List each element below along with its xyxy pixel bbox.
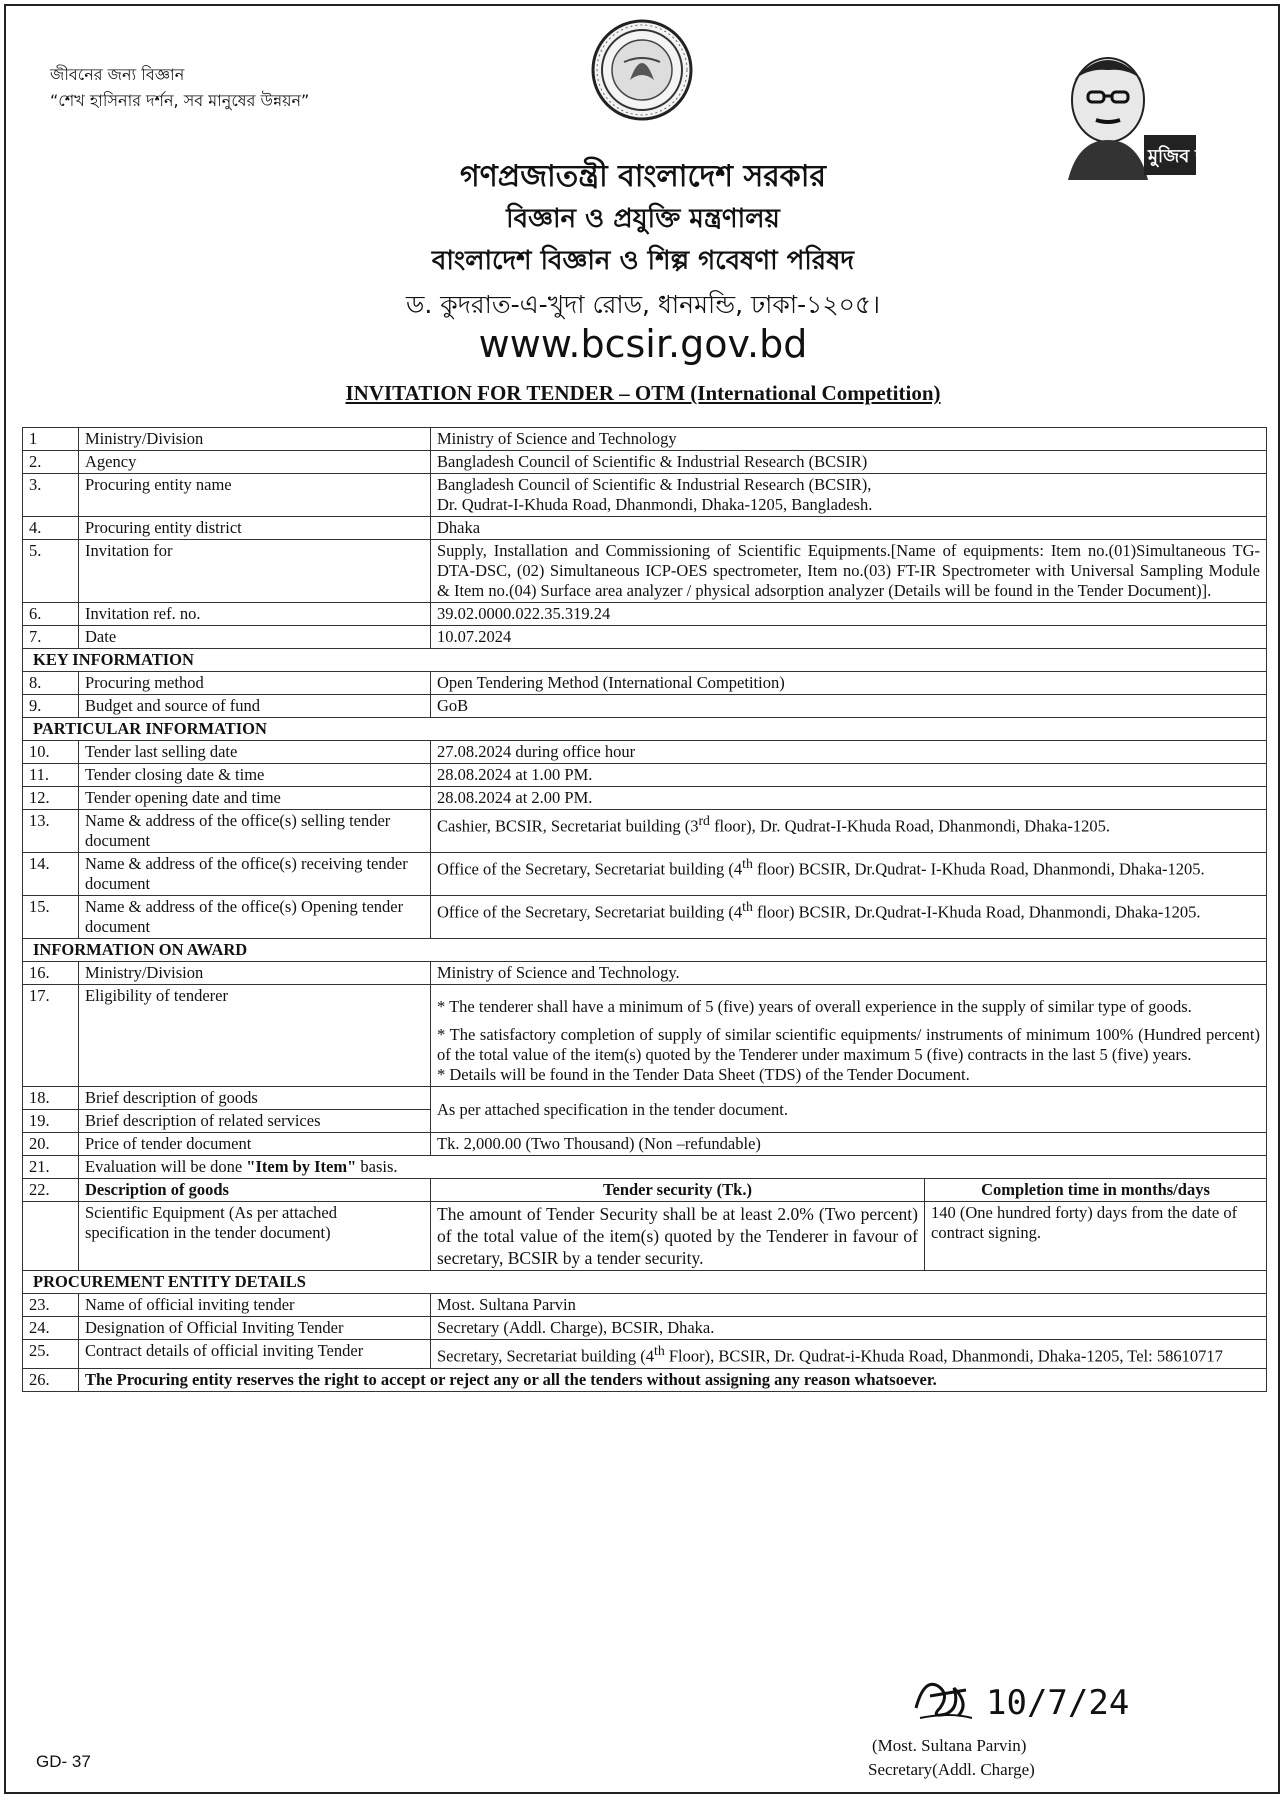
government-seal-icon [590, 18, 694, 122]
row-value: GoB [431, 695, 1267, 718]
row-label: Agency [79, 451, 431, 474]
section-title: PARTICULAR INFORMATION [23, 718, 1267, 741]
row-number: 24. [23, 1317, 79, 1340]
table-row [23, 810, 1267, 853]
slogan [50, 62, 309, 114]
row-number: 4. [23, 517, 79, 540]
row-number: 11. [23, 764, 79, 787]
row-number: 20. [23, 1133, 79, 1156]
ordinal-suffix: th [742, 899, 753, 914]
row-number: 5. [23, 540, 79, 603]
table-row [23, 695, 1267, 718]
ordinal-suffix: th [654, 1343, 665, 1358]
row-value: Bangladesh Council of Scientific & Industrial Research (BCSIR) [431, 451, 1267, 474]
ordinal-suffix: th [742, 856, 753, 871]
mujib-logo-text: মুজিব শতবর্ষ [1148, 146, 1240, 167]
signatory-designation: Secretary(Addl. Charge) [868, 1760, 1035, 1779]
row-value: Supply, Installation and Commissioning of Scientific Equipments.[Name of equipments: Item no.(01)Simultaneous TG-DTA-DSC, (02) Simultaneous ICP-OES spectrometer, Item no.(03) FT-IR Spectrometer with Universal Sampling Module & Item no.(04) Surface area analyzer / physical adsorption analyzer (Details will be found in the Tender Document)]. [431, 540, 1267, 603]
row-value: 39.02.0000.022.35.319.24 [431, 603, 1267, 626]
row-number: 9. [23, 695, 79, 718]
eligibility-point: * The satisfactory completion of supply of similar scientific equipments/ instruments of minimum 100% (Hundred percent) of the total value of the item(s) quoted by the Tenderer under maximum 5 (five) contracts in the last 5 (five) years. [437, 1025, 1261, 1064]
row-number: 26. [23, 1368, 79, 1391]
row-value [79, 1156, 1267, 1179]
row-label: Price of tender document [79, 1133, 431, 1156]
table-row [23, 540, 1267, 603]
row-value: Secretary (Addl. Charge), BCSIR, Dhaka. [431, 1317, 1267, 1340]
row-label: Tender opening date and time [79, 787, 431, 810]
table-row [23, 517, 1267, 540]
table-row [23, 1202, 1267, 1271]
subtable-header-security: Tender security (Tk.) [431, 1179, 925, 1202]
table-row [23, 962, 1267, 985]
signature-date: 10/7/24 [986, 1683, 1130, 1723]
row-label: Contract details of official inviting Tender [79, 1340, 431, 1369]
reservation-notice: The Procuring entity reserves the right to accept or reject any or all the tenders without assigning any reason whatsoever. [79, 1368, 1267, 1391]
ordinal-suffix: rd [698, 813, 710, 828]
row-label: Eligibility of tenderer [79, 985, 431, 1087]
row-value-line-2: Dr. Qudrat-I-Khuda Road, Dhanmondi, Dhaka-1205, Bangladesh. [437, 495, 873, 514]
row-value: Dhaka [431, 517, 1267, 540]
row-number: 13. [23, 810, 79, 853]
row-number: 1 [23, 428, 79, 451]
row-value: 28.08.2024 at 1.00 PM. [431, 764, 1267, 787]
table-row [23, 672, 1267, 695]
row-value: Tk. 2,000.00 (Two Thousand) (Non –refundable) [431, 1133, 1267, 1156]
table-row [23, 1133, 1267, 1156]
row-label: Procuring entity name [79, 474, 431, 517]
eligibility-point: * Details will be found in the Tender Data Sheet (TDS) of the Tender Document. [437, 1065, 970, 1084]
section-title: PROCUREMENT ENTITY DETAILS [23, 1271, 1267, 1294]
table-row [23, 787, 1267, 810]
value-part: Office of the Secretary, Secretariat building (4 [437, 859, 743, 879]
table-row [23, 603, 1267, 626]
row-label: Name & address of the office(s) Opening tender document [79, 896, 431, 939]
council-title: বাংলাদেশ বিজ্ঞান ও শিল্প গবেষণা পরিষদ [431, 246, 855, 276]
row-label: Name of official inviting tender [79, 1294, 431, 1317]
row-label: Invitation ref. no. [79, 603, 431, 626]
row-number: 3. [23, 474, 79, 517]
row-value: 10.07.2024 [431, 626, 1267, 649]
value-part: Secretary, Secretariat building (4 [437, 1346, 655, 1366]
table-row [23, 474, 1267, 517]
row-number: 14. [23, 853, 79, 896]
office-address: ড. কুদরাত-এ-খুদা রোড, ধানমন্ডি, ঢাকা-১২০৫। [405, 290, 881, 319]
value-part-bold: "Item by Item" [246, 1157, 357, 1176]
value-part: Office of the Secretary, Secretariat building (4 [437, 902, 743, 922]
row-number: 10. [23, 741, 79, 764]
row-label: Budget and source of fund [79, 695, 431, 718]
row-label: Name & address of the office(s) selling tender document [79, 810, 431, 853]
section-header [23, 649, 1267, 672]
table-row [23, 1087, 1267, 1110]
row-number: 2. [23, 451, 79, 474]
row-label: Tender last selling date [79, 741, 431, 764]
row-number: 17. [23, 985, 79, 1087]
row-number: 19. [23, 1110, 79, 1133]
signature-icon [910, 1668, 1130, 1728]
document-title: INVITATION FOR TENDER – OTM (International Competition) [345, 381, 941, 405]
row-label: Ministry/Division [79, 428, 431, 451]
row-value: As per attached specification in the tender document. [431, 1087, 1267, 1133]
row-number: 18. [23, 1087, 79, 1110]
website-url: www.bcsir.gov.bd [478, 322, 808, 366]
table-row [23, 1179, 1267, 1202]
section-header [23, 1271, 1267, 1294]
completion-time-text: 140 (One hundred forty) days from the date of contract signing. [925, 1202, 1267, 1271]
row-label: Invitation for [79, 540, 431, 603]
row-label: Ministry/Division [79, 962, 431, 985]
row-value: Open Tendering Method (International Competition) [431, 672, 1267, 695]
table-row [23, 1317, 1267, 1340]
table-row [23, 741, 1267, 764]
section-title: INFORMATION ON AWARD [23, 939, 1267, 962]
row-number: 8. [23, 672, 79, 695]
row-value [431, 896, 1267, 939]
row-value-line-1: Bangladesh Council of Scientific & Industrial Research (BCSIR), [437, 475, 872, 494]
row-value [431, 853, 1267, 896]
signatory-name: (Most. Sultana Parvin) [872, 1736, 1027, 1755]
value-part: Evaluation will be done [85, 1157, 247, 1176]
row-label: Brief description of related services [79, 1110, 431, 1133]
row-label: Date [79, 626, 431, 649]
section-header [23, 939, 1267, 962]
row-value: Most. Sultana Parvin [431, 1294, 1267, 1317]
section-title: KEY INFORMATION [23, 649, 1267, 672]
row-number: 23. [23, 1294, 79, 1317]
row-label: Procuring method [79, 672, 431, 695]
table-row [23, 764, 1267, 787]
row-value [431, 985, 1267, 1087]
row-number: 21. [23, 1156, 79, 1179]
row-label: Procuring entity district [79, 517, 431, 540]
value-part: floor) BCSIR, Dr.Qudrat- I-Khuda Road, Dhanmondi, Dhaka-1205. [752, 859, 1205, 879]
subtable-header-goods: Description of goods [79, 1179, 431, 1202]
government-title: গণপ্রজাতন্ত্রী বাংলাদেশ সরকার [460, 159, 826, 194]
row-value: 28.08.2024 at 2.00 PM. [431, 787, 1267, 810]
value-part: basis. [356, 1157, 398, 1176]
goods-description: Scientific Equipment (As per attached specification in the tender document) [79, 1202, 431, 1271]
row-value [431, 810, 1267, 853]
row-value: 27.08.2024 during office hour [431, 741, 1267, 764]
tender-security-text: The amount of Tender Security shall be at least 2.0% (Two percent) of the total value of the item(s) quoted by the Tenderer in favour of secretary, BCSIR by a tender security. [431, 1202, 925, 1271]
row-number: 12. [23, 787, 79, 810]
table-row [23, 853, 1267, 896]
row-number: 22. [23, 1179, 79, 1202]
row-number: 6. [23, 603, 79, 626]
row-label: Brief description of goods [79, 1087, 431, 1110]
subtable-header-completion: Completion time in months/days [925, 1179, 1267, 1202]
table-row [23, 451, 1267, 474]
row-label: Name & address of the office(s) receiving tender document [79, 853, 431, 896]
value-part: Cashier, BCSIR, Secretariat building (3 [437, 816, 699, 836]
ministry-title: বিজ্ঞান ও প্রযুক্তি মন্ত্রণালয় [506, 204, 780, 234]
section-header [23, 718, 1267, 741]
slogan-line-1: জীবনের জন্য বিজ্ঞান [50, 65, 185, 84]
eligibility-point: * The tenderer shall have a minimum of 5 (five) years of overall experience in the supply of similar type of goods. [437, 997, 1192, 1016]
row-label: Tender closing date & time [79, 764, 431, 787]
row-value [431, 1340, 1267, 1369]
table-row [23, 1368, 1267, 1391]
row-number [23, 1202, 79, 1271]
value-part: floor) BCSIR, Dr.Qudrat-I-Khuda Road, Dhanmondi, Dhaka-1205. [752, 902, 1201, 922]
table-row [23, 428, 1267, 451]
table-row [23, 1294, 1267, 1317]
table-row [23, 896, 1267, 939]
row-value: Ministry of Science and Technology. [431, 962, 1267, 985]
value-part: Floor), BCSIR, Dr. Qudrat-i-Khuda Road, Dhanmondi, Dhaka-1205, Tel: 58610717 [664, 1346, 1223, 1366]
row-number: 25. [23, 1340, 79, 1369]
document-code: GD- 37 [36, 1752, 91, 1771]
row-label: Designation of Official Inviting Tender [79, 1317, 431, 1340]
slogan-line-2: “শেখ হাসিনার দর্শন, সব মানুষের উন্নয়ন” [50, 91, 310, 110]
tender-table [22, 427, 1267, 1392]
table-row [23, 626, 1267, 649]
value-part: floor), Dr. Qudrat-I-Khuda Road, Dhanmondi, Dhaka-1205. [709, 816, 1110, 836]
table-row [23, 1340, 1267, 1369]
row-number: 15. [23, 896, 79, 939]
table-row [23, 985, 1267, 1087]
row-number: 16. [23, 962, 79, 985]
row-number: 7. [23, 626, 79, 649]
table-row [23, 1156, 1267, 1179]
row-value [431, 474, 1267, 517]
row-value: Ministry of Science and Technology [431, 428, 1267, 451]
